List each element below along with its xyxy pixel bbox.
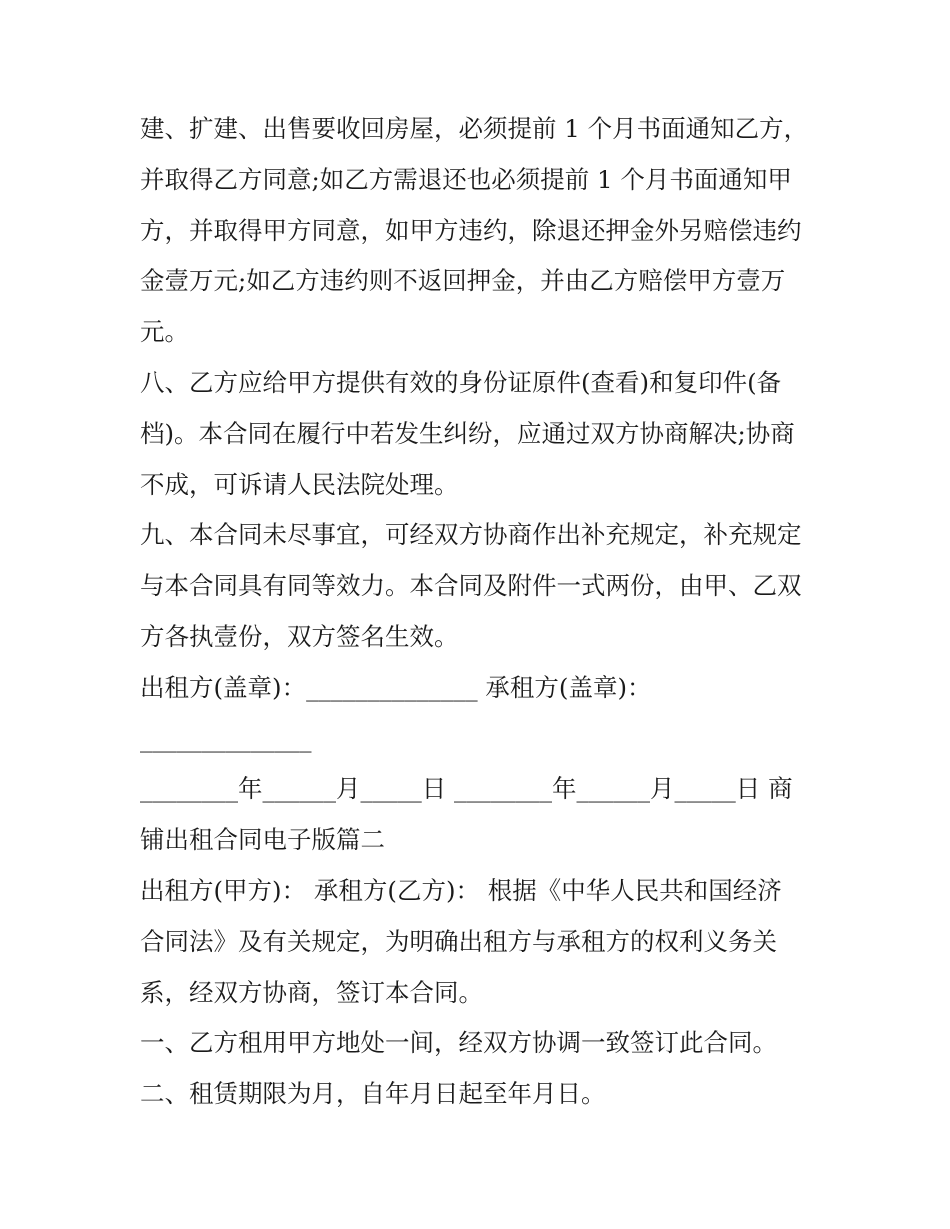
text-line: 并取得乙方同意;如乙方需退还也必须提前 1 个月书面通知甲 — [140, 164, 792, 194]
clause-9-line: 九、本合同未尽事宜，可经双方协商作出补充规定，补充规定 — [140, 520, 802, 550]
parties-line: 出租方(甲方)： 承租方(乙方)： 根据《中华人民共和国经济 — [140, 875, 782, 905]
clause-1-line: 一、乙方租用甲方地处一间，经双方协调一致签订此合同。 — [140, 1028, 777, 1058]
text-line: 元。 — [140, 317, 189, 347]
document-body — [140, 104, 820, 1120]
text-line: 方，并取得甲方同意，如甲方违约，除退还押金外另赔偿违约 — [140, 215, 802, 245]
text-line: 方各执壹份，双方签名生效。 — [140, 621, 459, 651]
date-line: ________年______月_____日 ________年______月_____日 商 — [140, 774, 793, 804]
section-heading: 铺出租合同电子版篇二 — [140, 825, 385, 855]
text-line: 金壹万元;如乙方违约则不返回押金，并由乙方赔偿甲方壹万 — [140, 266, 786, 296]
signature-blank-line: ______________ — [140, 723, 312, 753]
signature-line: 出租方(盖章)：______________ 承租方(盖章)： — [140, 672, 652, 702]
text-line: 建、扩建、出售要收回房屋，必须提前 1 个月书面通知乙方， — [140, 114, 809, 143]
text-line: 档)。本合同在履行中若发生纠纷，应通过双方协商解决;协商 — [140, 418, 795, 448]
clause-8-line: 八、乙方应给甲方提供有效的身份证原件(查看)和复印件(备 — [140, 367, 782, 397]
text-line: 系，经双方协商，签订本合同。 — [140, 977, 483, 1007]
clause-2-line: 二、租赁期限为月，自年月日起至年月日。 — [140, 1079, 606, 1109]
text-line: 与本合同具有同等效力。本合同及附件一式两份，由甲、乙双 — [140, 571, 802, 601]
text-line: 合同法》及有关规定，为明确出租方与承租方的权利义务关 — [140, 926, 777, 956]
text-line: 不成，可诉请人民法院处理。 — [140, 469, 459, 499]
